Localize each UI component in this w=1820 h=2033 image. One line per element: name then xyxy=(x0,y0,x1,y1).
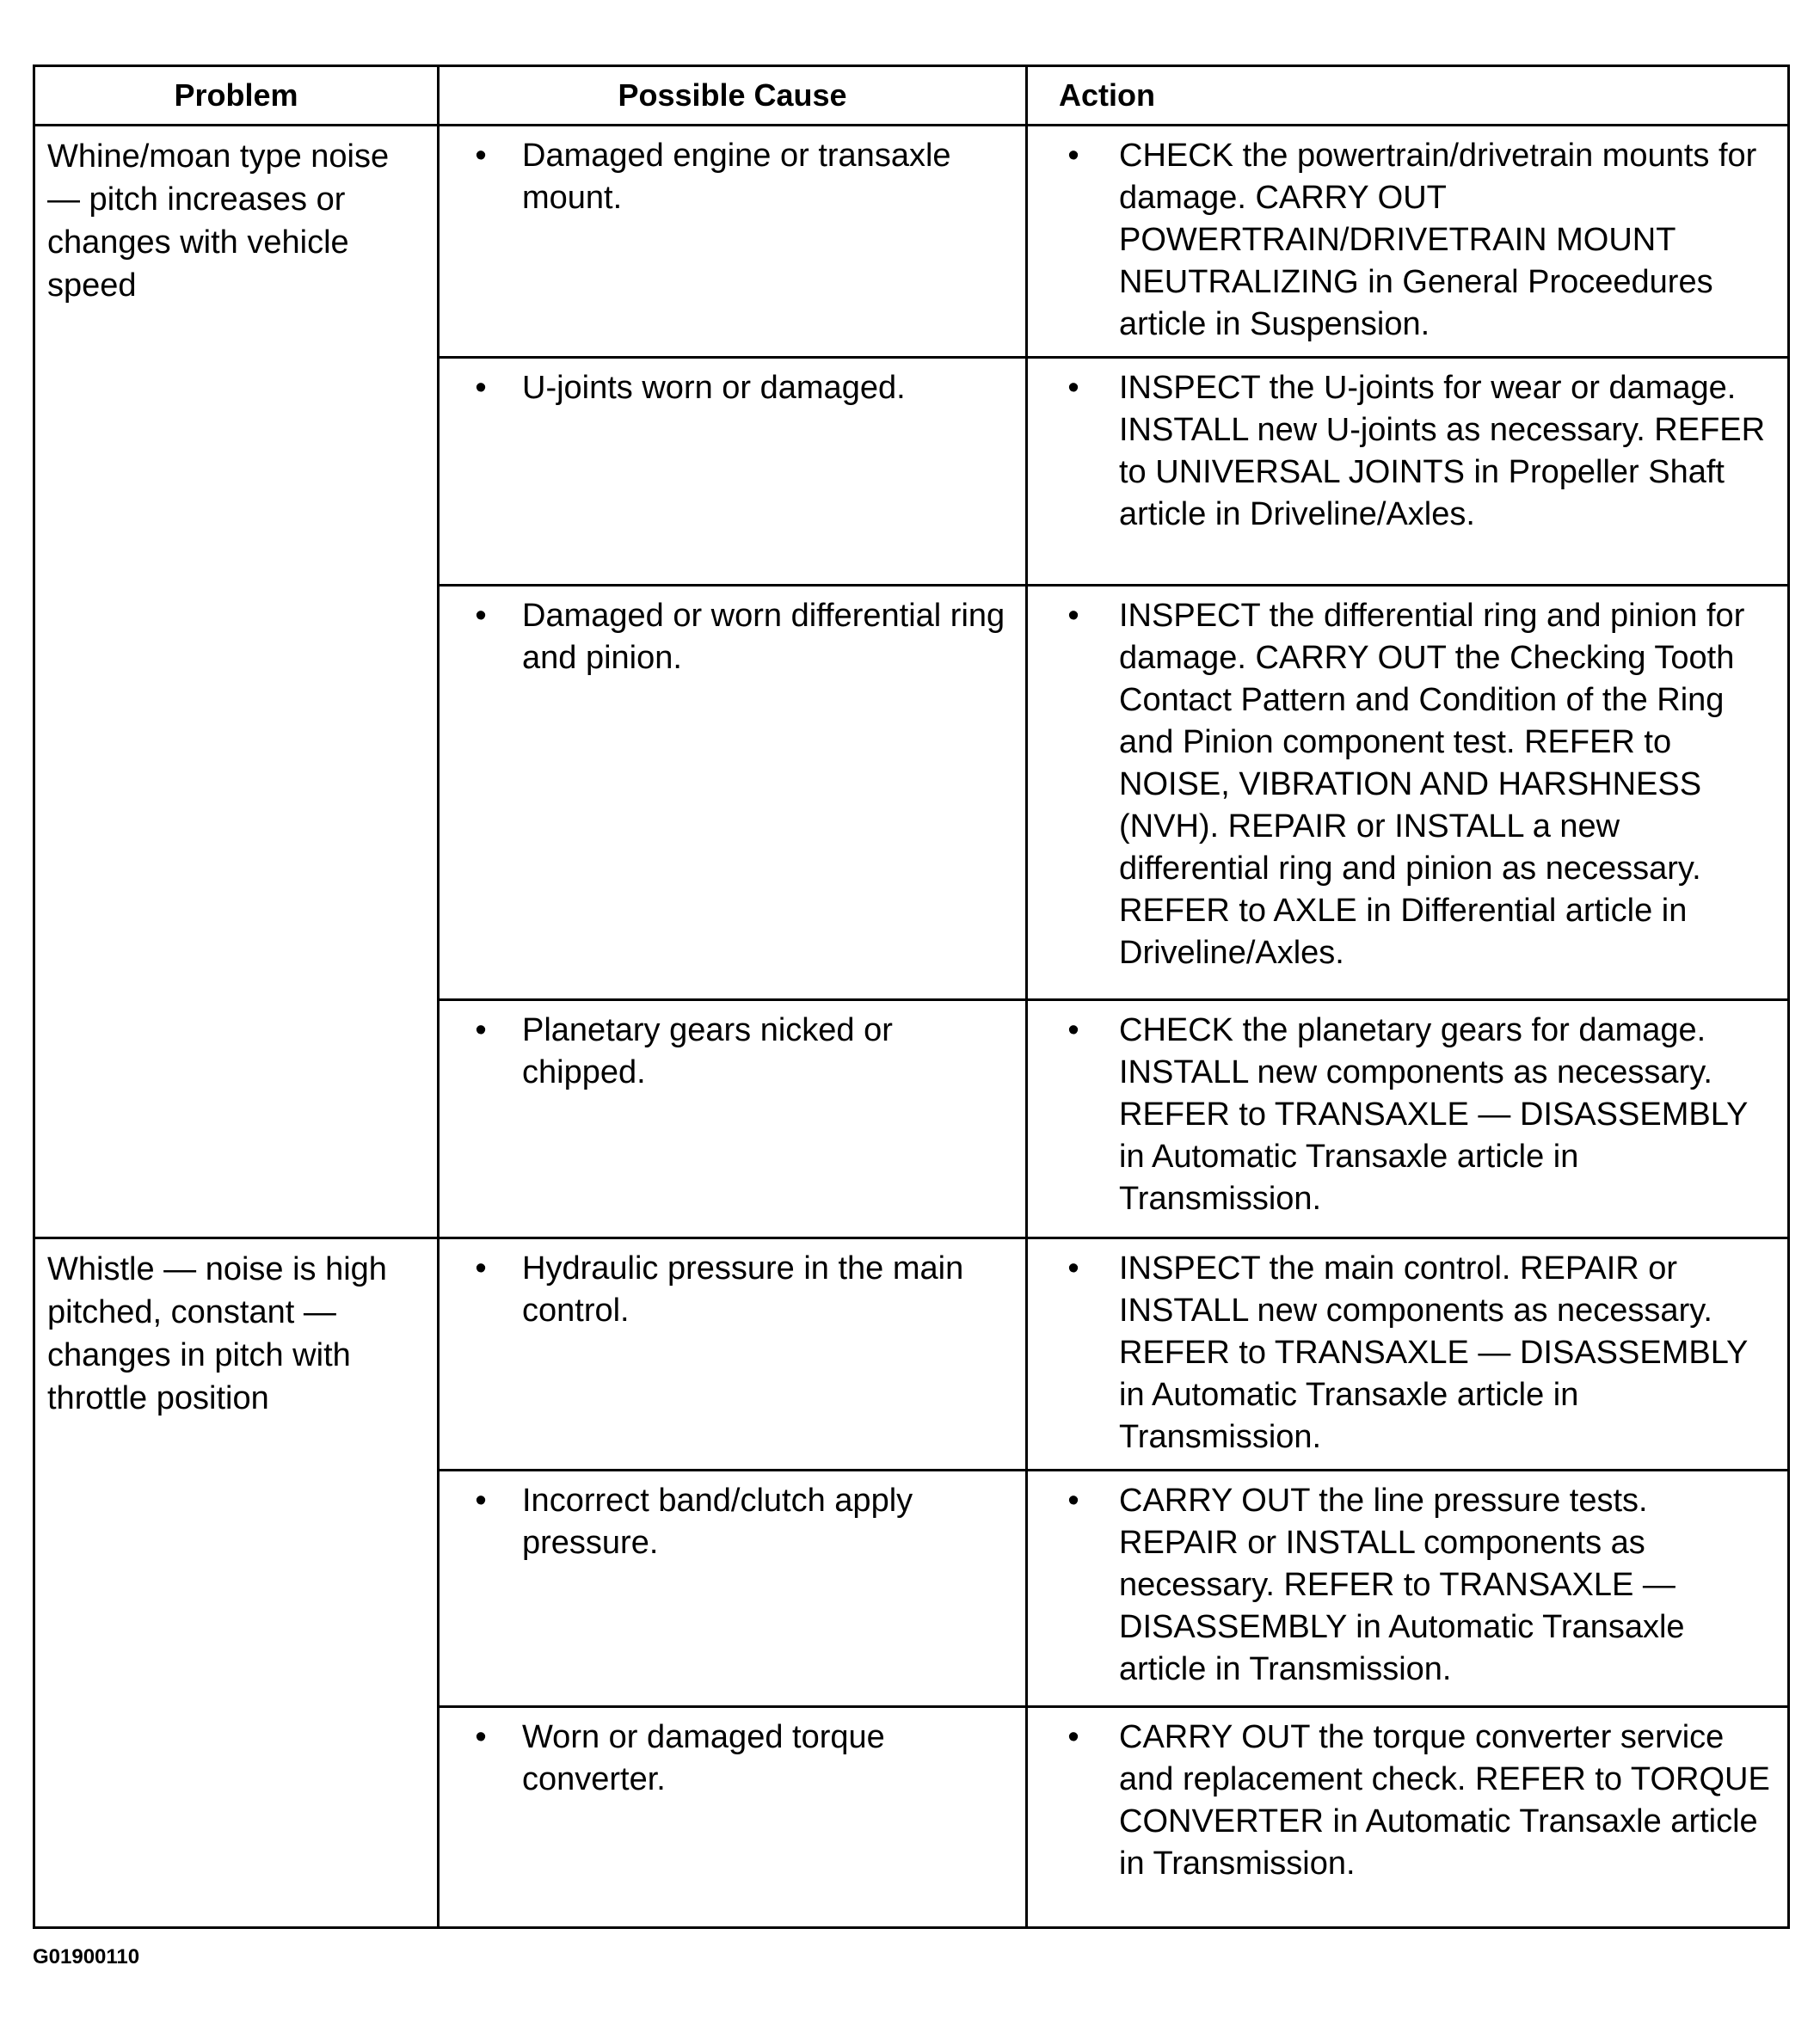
cause-text: Damaged engine or transaxle mount. xyxy=(522,138,951,216)
cause-cell xyxy=(439,126,1027,358)
bullet-icon: • xyxy=(475,1483,487,1519)
cause-cell xyxy=(439,1471,1027,1707)
cause-cell xyxy=(439,1000,1027,1238)
figure-id: G01900110 xyxy=(33,1945,140,1969)
cause-text: U-joints worn or damaged. xyxy=(522,370,906,406)
action-text: CHECK the powertrain/drivetrain mounts for damage. CARRY OUT POWERTRAIN/DRIVETRAIN MOUNT NEUTRALIZING in General Proceedures article in Suspension. xyxy=(1119,138,1757,342)
problem-cell xyxy=(34,1238,439,1928)
table-row xyxy=(34,1238,1789,1471)
bullet-icon: • xyxy=(1067,598,1079,634)
action-cell xyxy=(1027,126,1789,358)
cause-cell xyxy=(439,1707,1027,1928)
problem-cell xyxy=(34,126,439,1238)
cause-text: Incorrect band/clutch apply pressure. xyxy=(522,1483,913,1561)
bullet-icon: • xyxy=(1067,1719,1079,1755)
header-action: Action xyxy=(1027,66,1789,126)
action-text: CHECK the planetary gears for damage. INSTALL new components as necessary. REFER to TRANSAXLE — DISASSEMBLY in Automatic Transaxle article in Transmission. xyxy=(1119,1012,1748,1217)
bullet-icon: • xyxy=(475,598,487,634)
action-text: INSPECT the U-joints for wear or damage. INSTALL new U-joints as necessary. REFER to UNIVERSAL JOINTS in Propeller Shaft article in Driveline/Axles. xyxy=(1119,370,1766,532)
bullet-icon: • xyxy=(1067,370,1079,406)
header-possible-cause: Possible Cause xyxy=(439,66,1027,126)
bullet-icon: • xyxy=(1067,1483,1079,1519)
action-text: CARRY OUT the torque converter service and replacement check. REFER to TORQUE CONVERTER in Automatic Transaxle article in Transmission. xyxy=(1119,1719,1770,1882)
cause-text: Damaged or worn differential ring and pinion. xyxy=(522,598,1005,676)
action-cell xyxy=(1027,1000,1789,1238)
action-cell xyxy=(1027,1471,1789,1707)
table-row xyxy=(34,126,1789,358)
cause-cell xyxy=(439,358,1027,586)
action-cell xyxy=(1027,1238,1789,1471)
action-text: CARRY OUT the line pressure tests. REPAIR or INSTALL components as necessary. REFER to TRANSAXLE — DISASSEMBLY in Automatic Transaxle article in Transmission. xyxy=(1119,1483,1685,1687)
cause-cell xyxy=(439,1238,1027,1471)
bullet-icon: • xyxy=(475,1719,487,1755)
header-problem: Problem xyxy=(34,66,439,126)
problem-text: Whistle — noise is high pitched, constant — changes in pitch with throttle position xyxy=(47,1251,387,1416)
cause-text: Hydraulic pressure in the main control. xyxy=(522,1250,964,1329)
action-cell xyxy=(1027,1707,1789,1928)
bullet-icon: • xyxy=(1067,1012,1079,1048)
bullet-icon: • xyxy=(475,1012,487,1048)
bullet-icon: • xyxy=(475,1250,487,1287)
header-row xyxy=(34,66,1789,126)
cause-text: Worn or damaged torque converter. xyxy=(522,1719,885,1797)
bullet-icon: • xyxy=(1067,138,1079,174)
action-cell xyxy=(1027,586,1789,1000)
cause-cell xyxy=(439,586,1027,1000)
bullet-icon: • xyxy=(1067,1250,1079,1287)
action-text: INSPECT the main control. REPAIR or INSTALL new components as necessary. REFER to TRANSAXLE — DISASSEMBLY in Automatic Transaxle article in Transmission. xyxy=(1119,1250,1748,1455)
bullet-icon: • xyxy=(475,370,487,406)
action-cell xyxy=(1027,358,1789,586)
problem-text: Whine/moan type noise — pitch increases or changes with vehicle speed xyxy=(47,138,390,304)
bullet-icon: • xyxy=(475,138,487,174)
action-text: INSPECT the differential ring and pinion for damage. CARRY OUT the Checking Tooth Contact Pattern and Condition of the Ring and Pinion component test. REFER to NOISE, VIBRATION AND HARSHNESS (NVH). REPAIR or INSTALL a new differential ring and pinion as necessary. REFER to AXLE in Differential article in Driveline/Axles. xyxy=(1119,598,1745,971)
cause-text: Planetary gears nicked or chipped. xyxy=(522,1012,893,1090)
diagnosis-table xyxy=(33,64,1790,1929)
